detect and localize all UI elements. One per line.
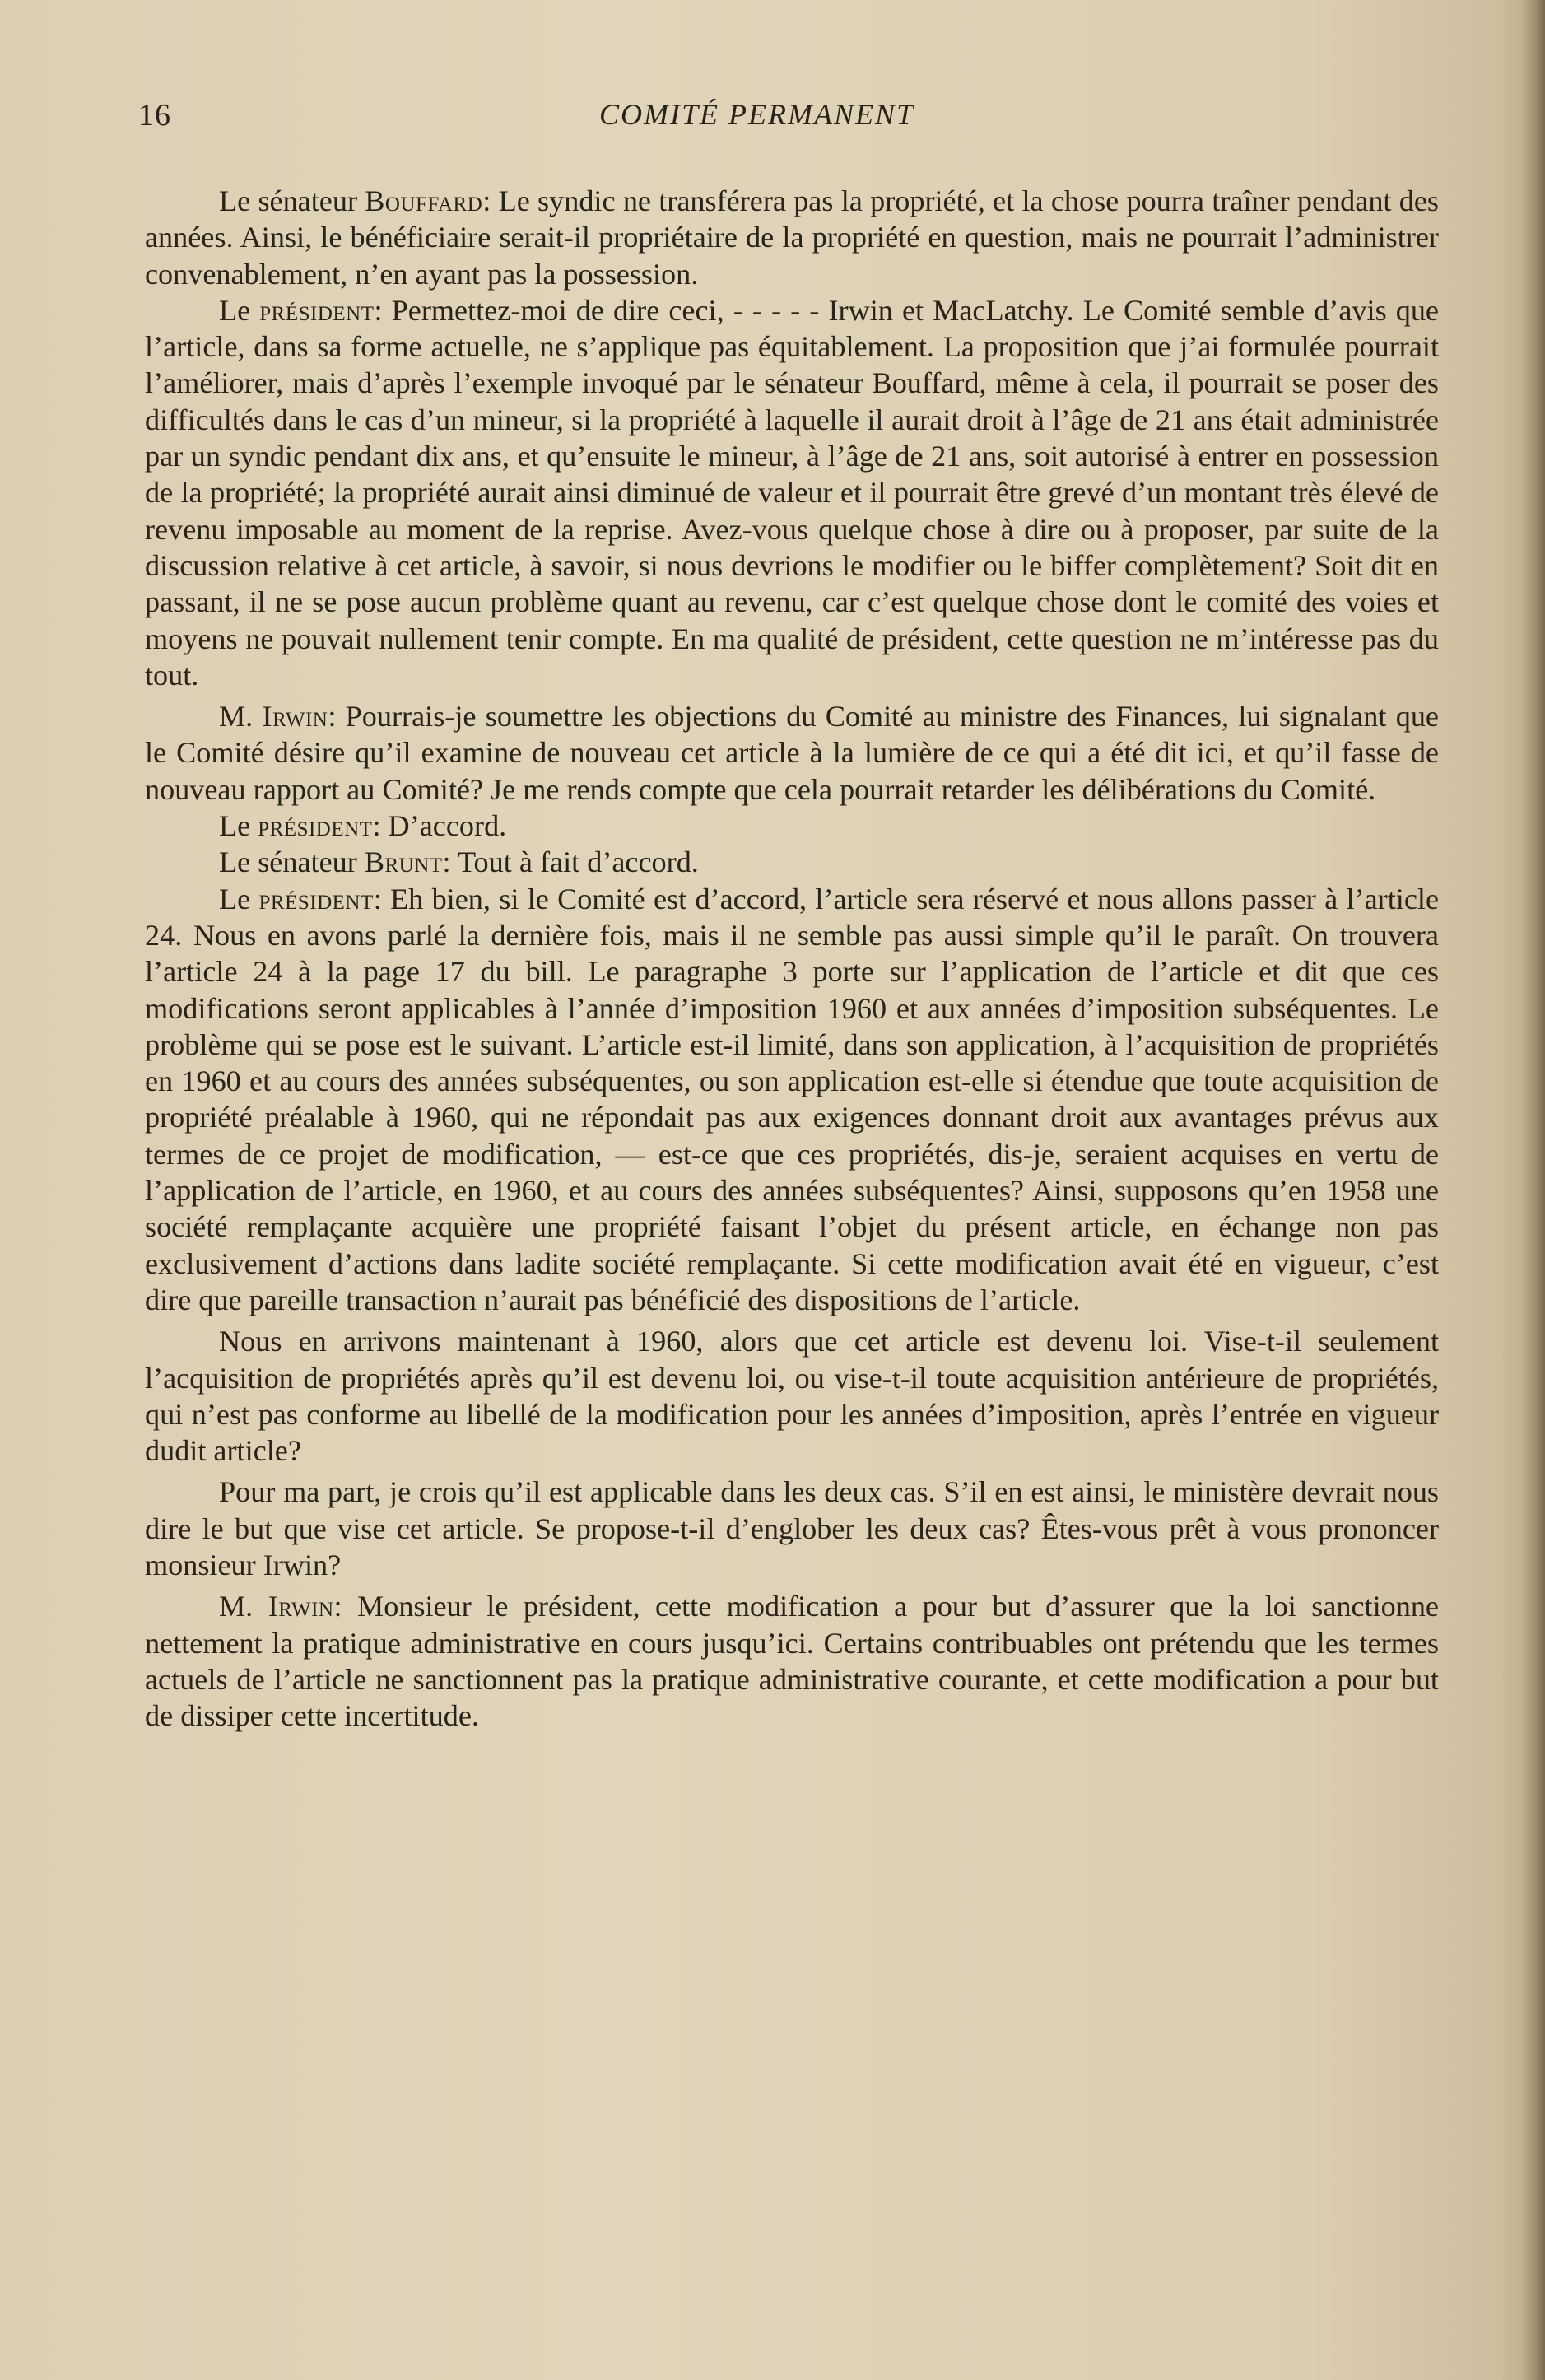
paragraph [145,881,1439,1319]
body-text [145,183,1439,1734]
speaker-prefix: Le sénateur [219,845,365,879]
paragraph [145,808,1439,844]
paragraph-text: : Tout à fait d’accord. [442,845,699,879]
page-header [138,97,1439,147]
paragraph [145,1588,1439,1734]
speaker-prefix: Le [219,882,259,915]
speaker-name: Irwin [262,700,328,734]
paragraph-text: : Monsieur le président, cette modification a pour but d’assurer que la loi sanctionne nettement la pratique administrative en cours jusqu’ici. Certains contribuables ont prétendu que les termes actuels de l’article ne sanctionnent pas la pratique administrative courante, et cette modification a pour but de dissiper cette incertitude. [145,1590,1439,1733]
paragraph-text: Pour ma part, je crois qu’il est applicable dans les deux cas. S’il en est ainsi, le ministère devrait nous dire le but que vise cet article. Se propose-t-il d’englober les deux cas? Êtes-vous prêt à vous prononcer monsieur Irwin? [145,1475,1439,1581]
running-title: COMITÉ PERMANENT [599,98,914,131]
paragraph [145,1323,1439,1469]
speaker-name: Irwin [268,1590,334,1623]
speaker-prefix: Le [219,809,258,843]
speaker-name: président [259,293,375,327]
paragraph-text: : Le syndic ne transférera pas la propriété, et la chose pourra traîner pendant des années. Ainsi, le bénéficiaire serait-il propriétaire de la propriété en question, mais ne pourrait l’administrer convenablement, n’en ayant pas la possession. [145,184,1440,291]
paragraph-text: Nous en arrivons maintenant à 1960, alors que cet article est devenu loi. Vise-t-il seulement l’acquisition de propriétés après qu’il est devenu loi, ou vise-t-il toute acquisition antérieure de propriétés, qui n’est pas conforme au libellé de la modification pour les années d’imposition, après l’entrée en vigueur dudit article? [145,1325,1439,1468]
speaker-name: Brunt [364,845,443,879]
speaker-prefix: Le [219,293,260,327]
speaker-prefix: Le sénateur [219,184,365,217]
paragraph [145,183,1439,292]
speaker-prefix: M. [219,700,263,734]
paragraph [145,1474,1439,1583]
page-edge-shadow [1522,0,1545,2380]
paragraph-text: : D’accord. [372,809,507,843]
speaker-name: Bouffard [365,184,483,217]
speaker-name: président [258,809,373,843]
paragraph-text: : Pourrais-je soumettre les objections du Comité au ministre des Finances, lui signalant que le Comité désire qu’il examine de nouveau cet article à la lumière de ce qui a été dit ici, et qu’il fasse de nouveau rapport au Comité? Je me rends compte que cela pourrait retarder les délibérations du Comité. [145,700,1439,806]
paragraph [145,698,1439,808]
paragraph-text: : Eh bien, si le Comité est d’accord, l’article sera réservé et nous allons passer à l’article 24. Nous en avons parlé la dernière fois, mais il ne semble pas aussi simple qu’il le paraît. On trouvera l’article 24 à la page 17 du bill. Le paragraphe 3 porte sur l’application de l’article et dit que ces modifications seront applicables à l’année d’imposition 1960 et aux années d’imposition subséquentes. Le problème qui se pose est le suivant. L’article est-il limité, dans son application, à l’acquisition de propriétés en 1960 et au cours des années subséquentes, ou son application est-elle si étendue que toute acquisition de propriété préalable à 1960, qui ne répondait pas aux exigences donnant droit aux avantages prévus aux termes de ce projet de modification, — est-ce que ces propriétés, dis-je, seraient acquises en vertu de l’application de l’article, en 1960, et au cours des années subséquentes? Ainsi, supposons qu’en 1958 une société remplaçante acquière une propriété faisant l’objet du présent article, en échange non pas exclusivement d’actions dans ladite société remplaçante. Si cette modification avait été en vigueur, c’est dire que pareille transaction n’aurait pas bénéficié des dispositions de l’article. [145,882,1440,1316]
speaker-prefix: M. [219,1590,268,1623]
paragraph [145,292,1439,693]
paragraph [145,844,1439,880]
page-number: 16 [138,98,171,133]
paragraph-text: : Permettez-moi de dire ceci, - - - - - Irwin et MacLatchy. Le Comité semble d’avis que l’article, dans sa forme actuelle, ne s’applique pas équitablement. La proposition que j’ai formulée pourrait l’améliorer, mais d’après l’exemple invoqué par le sénateur Bouffard, même à cela, il pourrait se poser des difficultés dans le cas d’un mineur, si la propriété à laquelle il aurait droit à l’âge de 21 ans était administrée par un syndic pendant dix ans, et qu’ensuite le mineur, à l’âge de 21 ans, soit autorisé à entrer en possession de la propriété; la propriété aurait ainsi diminué de valeur et il pourrait être grevé d’un montant très élevé de revenu imposable au moment de la reprise. Avez-vous quelque chose à dire ou à proposer, par suite de la discussion relative à cet article, à savoir, si nous devrions le modifier ou le biffer complètement? Soit dit en passant, il ne se pose aucun problème quant au revenu, car c’est quelque chose dont le comité des voies et moyens ne pouvait nullement tenir compte. En ma qualité de président, cette question ne m’intéresse pas du tout. [145,293,1439,692]
speaker-name: président [258,882,374,915]
